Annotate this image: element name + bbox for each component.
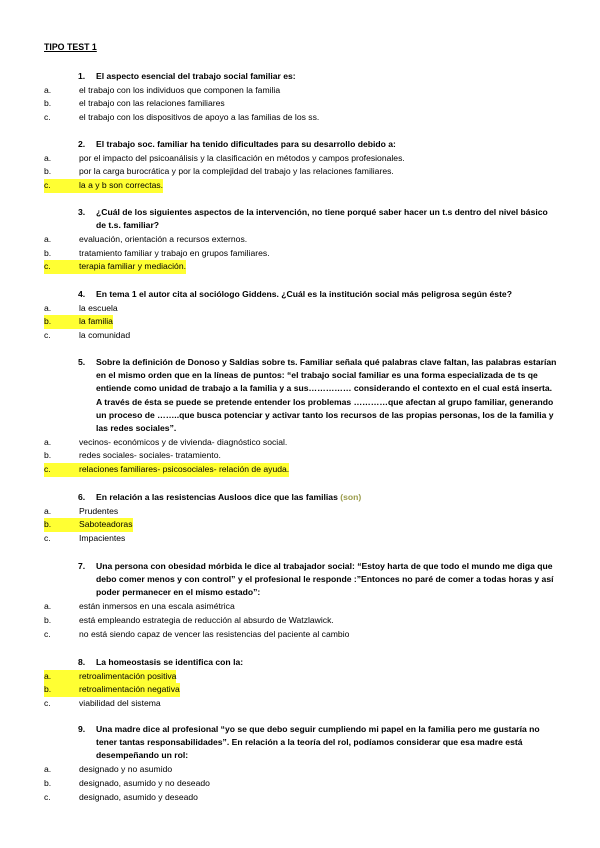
option-c xyxy=(44,532,559,545)
option-letter: a. xyxy=(44,302,52,313)
option-letter: a. xyxy=(44,152,52,163)
question-number: 8. xyxy=(78,657,86,667)
option-text: Prudentes xyxy=(79,505,119,516)
question-stem xyxy=(44,356,559,435)
question-number: 1. xyxy=(78,71,86,81)
option-letter: b. xyxy=(44,98,52,109)
question-3 xyxy=(44,206,559,274)
question-text: Sobre la definición de Donoso y Saldias sobre ts. Familiar señala qué palabras clave faltan, las palabras estarían en el mismo orden que en la líneas de puntos: “el trabajo social familiar es una forma especializada de ts qe entiende como unidad de trabajo a la familia y a sus…………… considerando el contexto en el cual está inserta. A través de ésta se puede se pretende entender los problemas …………que afectan al grupo familiar, generando un proceso de ……..que busca potenciar y activar tanto los recursos de las propias personas, los de la familia y las redes sociales”. xyxy=(96,357,557,434)
option-b xyxy=(44,165,559,178)
question-2 xyxy=(44,138,559,193)
question-text: La homeostasis se identifica con la: xyxy=(96,657,244,667)
question-stem xyxy=(44,70,559,83)
option-text: la a y b son correctas. xyxy=(79,179,163,192)
option-letter: b. xyxy=(44,166,52,177)
page-title: TIPO TEST 1 xyxy=(44,42,97,52)
option-text: está empleando estrategia de reducción al absurdo de Watzlawick. xyxy=(79,614,334,625)
option-text: el trabajo con los individuos que componen la familia xyxy=(79,84,281,95)
question-number: 7. xyxy=(78,561,86,571)
option-text: Saboteadoras xyxy=(79,518,133,531)
question-4 xyxy=(44,288,559,343)
option-letter: a. xyxy=(44,233,52,244)
question-number: 4. xyxy=(78,289,86,299)
option-letter: c. xyxy=(44,791,51,802)
option-letter: c. xyxy=(44,628,51,639)
option-letter: c. xyxy=(44,179,79,192)
option-text: el trabajo con las relaciones familiares xyxy=(79,98,225,109)
option-b xyxy=(44,614,559,627)
option-text: viabilidad del sistema xyxy=(79,698,161,709)
option-b-highlighted xyxy=(44,683,559,696)
question-text: Una persona con obesidad mórbida le dice al trabajador social: “Estoy harta de que todo el mundo me diga que debo comer menos y con control” y el profesional le responde :”Entonces no paré de comer a todas horas y así poder permanecer en el mismo estado”: xyxy=(96,561,554,598)
option-text: designado, asumido y no deseado xyxy=(79,777,210,788)
question-number: 6. xyxy=(78,492,86,502)
option-c xyxy=(44,111,559,124)
option-c xyxy=(44,697,559,710)
option-text: están inmersos en una escala asimétrica xyxy=(79,601,235,611)
question-stem xyxy=(44,206,559,232)
option-text: la familia xyxy=(79,315,113,328)
option-a xyxy=(44,436,559,449)
option-a xyxy=(44,302,559,315)
question-text: ¿Cuál de los siguientes aspectos de la intervención, no tiene porqué saber hacer un t.s dentro del nivel básico de t.s. familiar? xyxy=(96,207,548,231)
question-text: En tema 1 el autor cita al sociólogo Giddens. ¿Cuál es la institución social más peligrosa según éste? xyxy=(96,289,512,299)
question-8 xyxy=(44,656,559,711)
question-9 xyxy=(44,723,559,804)
question-stem xyxy=(44,656,559,669)
option-a xyxy=(44,763,559,776)
option-letter: a. xyxy=(44,436,52,447)
option-text: terapia familiar y mediación. xyxy=(79,260,186,273)
option-text: Impacientes xyxy=(79,533,126,544)
option-letter: a. xyxy=(44,764,52,774)
option-b xyxy=(44,97,559,110)
question-text: En relación a las resistencias Ausloos dice que las familias (son) xyxy=(96,492,362,502)
option-letter: b. xyxy=(44,683,79,696)
option-text: la escuela xyxy=(79,302,118,313)
question-5 xyxy=(44,356,559,477)
question-text: El trabajo soc. familiar ha tenido dificultades para su desarrollo debido a: xyxy=(96,139,396,149)
answer-note: (son) xyxy=(340,492,362,502)
option-text: designado, asumido y deseado xyxy=(79,791,198,802)
question-stem xyxy=(44,138,559,151)
option-letter: a. xyxy=(44,670,79,683)
option-letter: c. xyxy=(44,112,51,123)
option-letter: c. xyxy=(44,698,51,709)
question-number: 9. xyxy=(78,724,86,734)
option-c xyxy=(44,628,559,641)
option-letter: c. xyxy=(44,260,79,273)
question-text: El aspecto esencial del trabajo social familiar es: xyxy=(96,71,296,81)
option-letter: b. xyxy=(44,518,79,531)
option-c xyxy=(44,791,559,804)
option-letter: b. xyxy=(44,315,79,328)
option-text: retroalimentación negativa xyxy=(79,683,180,696)
option-text: designado y no asumido xyxy=(79,764,173,774)
option-text: retroalimentación positiva xyxy=(79,670,176,683)
option-a xyxy=(44,505,559,518)
option-letter: b. xyxy=(44,450,52,461)
option-a xyxy=(44,152,559,165)
option-text: por el impacto del psicoanálisis y la clasificación en métodos y campos profesionales. xyxy=(79,152,405,163)
option-text: redes sociales- sociales- tratamiento. xyxy=(79,450,221,461)
question-stem xyxy=(44,491,559,504)
question-stem xyxy=(44,560,559,600)
option-a-highlighted xyxy=(44,670,559,683)
option-letter: b. xyxy=(44,777,52,788)
question-stem xyxy=(44,288,559,301)
question-6 xyxy=(44,491,559,546)
option-letter: c. xyxy=(44,330,51,341)
option-text: vecinos- económicos y de vivienda- diagnóstico social. xyxy=(79,436,288,447)
option-b-highlighted xyxy=(44,518,559,531)
question-7 xyxy=(44,560,559,641)
question-number: 2. xyxy=(78,139,86,149)
option-text: por la carga burocrática y por la complejidad del trabajo y las relaciones familiares. xyxy=(79,166,394,177)
option-letter: c. xyxy=(44,533,51,544)
option-letter: b. xyxy=(44,247,52,258)
question-text: Una madre dice al profesional “yo se que debo seguir cumpliendo mi papel en la familia pero me gustaría no tener tantas responsabilidades”. En relación a la teoría del rol, podíamos considerar que esa madre está desempeñando un rol: xyxy=(96,724,540,761)
option-b xyxy=(44,247,559,260)
question-stem xyxy=(44,723,559,763)
option-text: la comunidad xyxy=(79,330,131,341)
option-c-highlighted xyxy=(44,179,559,192)
option-letter: b. xyxy=(44,614,52,625)
option-b xyxy=(44,777,559,790)
option-b-highlighted xyxy=(44,315,559,328)
option-c-highlighted xyxy=(44,260,559,273)
option-letter: a. xyxy=(44,601,52,611)
option-text: tratamiento familiar y trabajo en grupos familiares. xyxy=(79,247,270,258)
option-a xyxy=(44,233,559,246)
question-number: 3. xyxy=(78,207,86,217)
option-letter: a. xyxy=(44,84,52,95)
option-letter: a. xyxy=(44,505,52,516)
option-text: relaciones familiares- psicosociales- relación de ayuda. xyxy=(79,463,289,476)
option-a xyxy=(44,84,559,97)
option-c xyxy=(44,329,559,342)
option-text: el trabajo con los dispositivos de apoyo a las familias de los ss. xyxy=(79,112,320,123)
option-c-highlighted xyxy=(44,463,559,476)
question-1 xyxy=(44,70,559,125)
option-a xyxy=(44,600,559,613)
option-text: no está siendo capaz de vencer las resistencias del paciente al cambio xyxy=(79,628,350,639)
option-letter: c. xyxy=(44,463,79,476)
option-text: evaluación, orientación a recursos externos. xyxy=(79,233,248,244)
question-number: 5. xyxy=(78,357,86,367)
option-b xyxy=(44,449,559,462)
